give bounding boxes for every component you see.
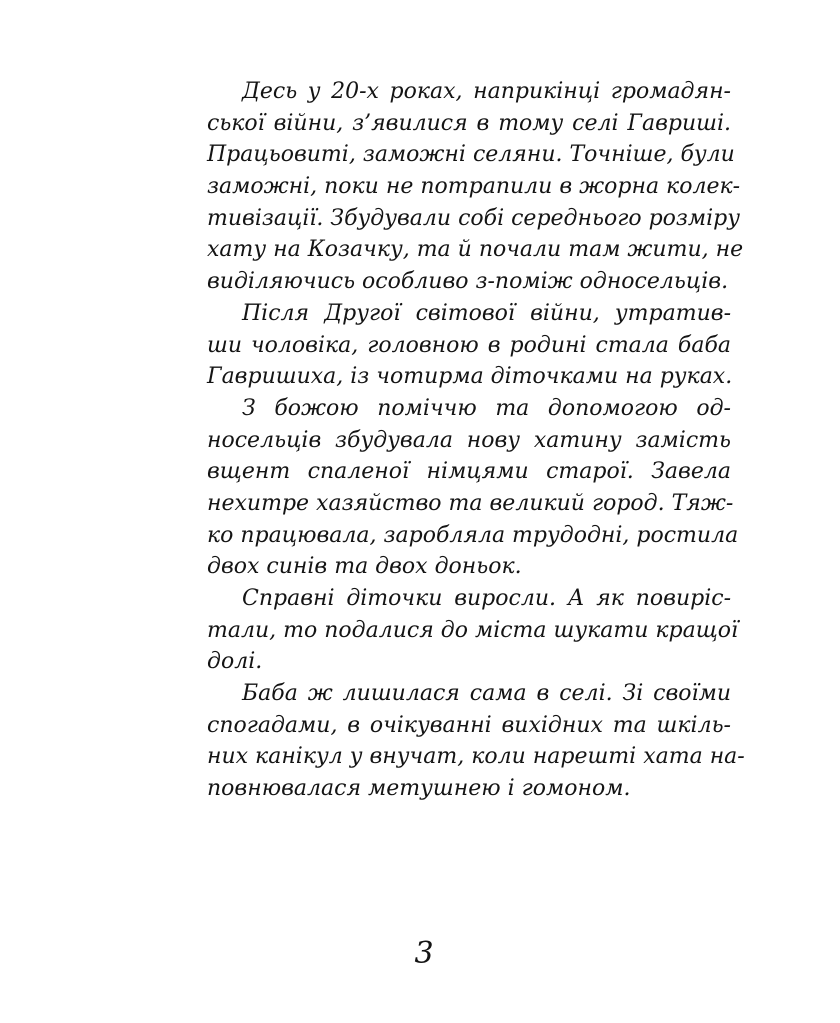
paragraph-line: З божою поміччю та допомогою од- (242, 395, 731, 421)
body-text (207, 76, 745, 805)
paragraph-line: них канікул у внучат, коли нарешті хата на- (207, 744, 745, 770)
paragraph-line: двох синів та двох доньок. (207, 554, 522, 580)
paragraph-line: хату на Козачку, та й почали там жити, не (207, 237, 744, 263)
paragraph-line: Десь у 20-х роках, наприкінці громадян- (242, 79, 731, 104)
paragraph-line: ко працювала, заробляла трудодні, ростила (207, 522, 739, 548)
paragraph-line: ської війни, з’явилися в тому селі Гавриші. (207, 110, 731, 136)
paragraph-line: долі. (207, 649, 263, 675)
paragraph-line: Після Другої світової війни, утратив- (242, 300, 731, 326)
page-number: 3 (414, 936, 434, 971)
paragraph-line: тали, то подалися до міста шукати кращої (207, 617, 739, 643)
paragraph-line: нехитре хазяйство та великий город. Тяж- (207, 490, 734, 516)
paragraph-line: вщент спаленої німцями старої. Завела (207, 459, 731, 485)
paragraph-line: носельців збудувала нову хатину замість (207, 427, 731, 453)
paragraph-line: спогадами, в очікуванні вихідних та шкіль- (207, 712, 731, 738)
paragraph-line: заможні, поки не потрапили в жорна колек- (207, 174, 741, 200)
paragraph-line: Працьовиті, заможні селяни. Точніше, були (207, 142, 735, 168)
paragraph-line: Гавришиха, із чотирма діточками на руках. (207, 364, 733, 390)
paragraph-line: виділяючись особливо з-поміж односельців. (207, 269, 729, 295)
paragraph-line: Справні діточки виросли. А як повиріс- (242, 586, 731, 611)
paragraph-line: тивізації. Збудували собі середнього розміру (207, 205, 741, 231)
paragraph-line: повнювалася метушнею і гомоном. (207, 776, 631, 802)
paragraph-line: Баба ж лишилася сама в селі. Зі своїми (242, 681, 731, 707)
paragraph-line: ши чоловіка, головною в родині стала баба (207, 332, 731, 358)
